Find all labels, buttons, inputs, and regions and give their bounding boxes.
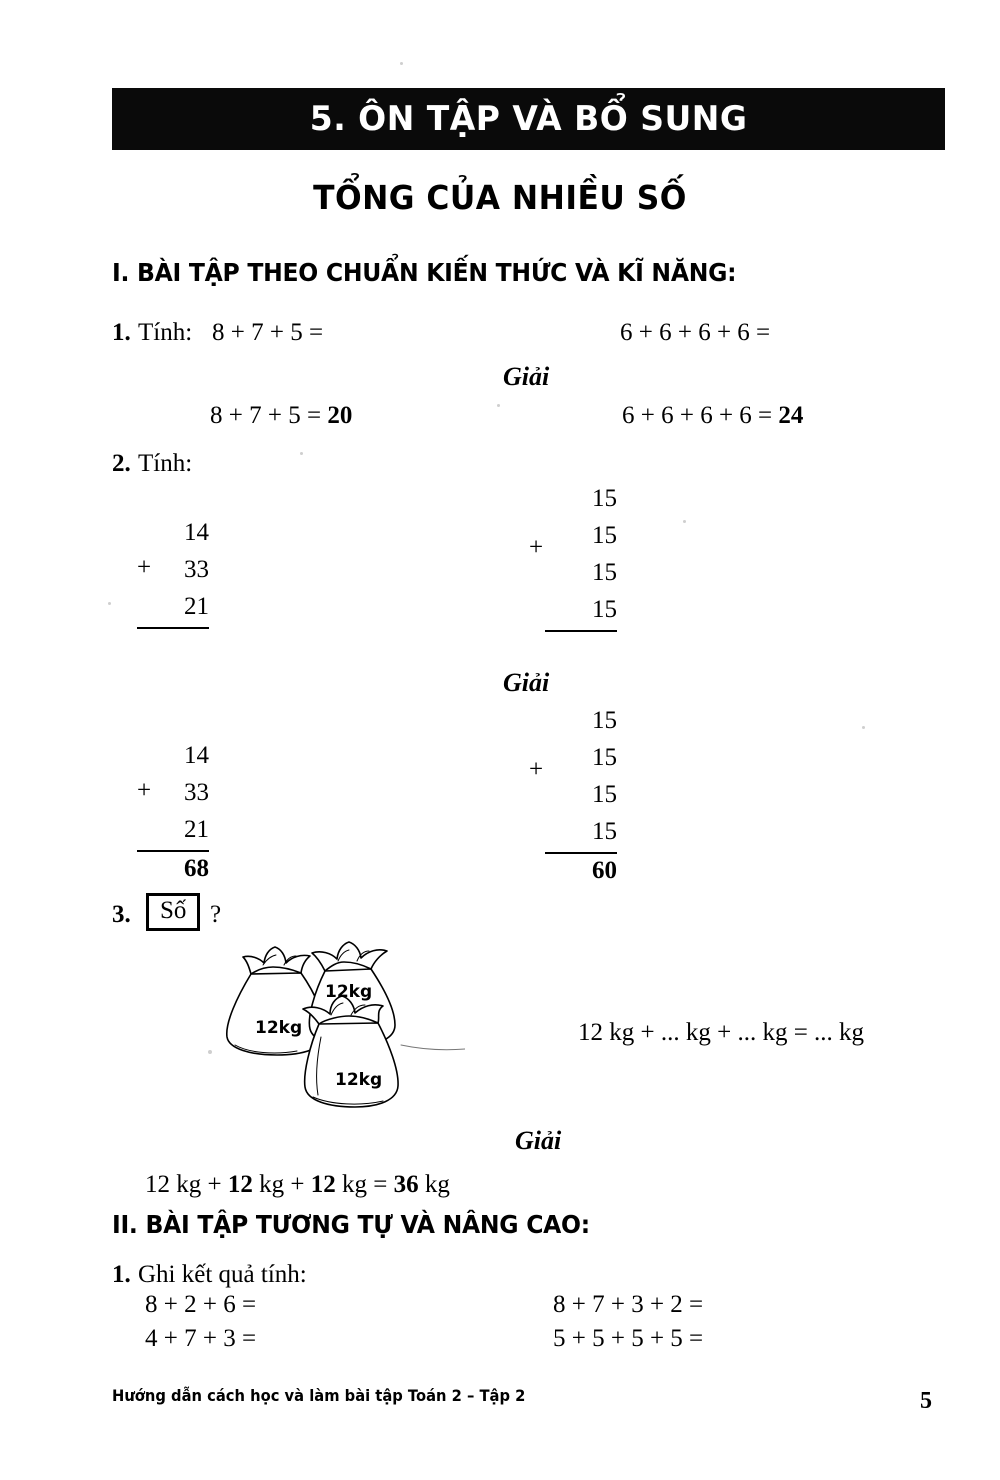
addend: 15	[592, 707, 617, 734]
sack-label-front: 12kg	[335, 1070, 383, 1090]
exercise-2-label: Tính:	[138, 450, 193, 477]
sack-left-tie	[243, 947, 310, 974]
sum-rule	[545, 630, 617, 632]
plus-operator: +	[137, 554, 152, 581]
sack-back-tie	[312, 942, 387, 971]
chapter-title: 5. ÔN TẬP VÀ BỔ SUNG	[309, 99, 748, 139]
exercise-1-number: 1.	[112, 319, 131, 346]
addend: 21	[184, 593, 209, 620]
section-2-exercise-1-row1-col2: 8 + 7 + 3 + 2 =	[553, 1291, 704, 1318]
exercise-3-answer	[145, 1172, 450, 1197]
answer-part: kg +	[170, 1171, 228, 1198]
sack-label-left: 12kg	[255, 1018, 303, 1038]
scan-speckle	[300, 452, 303, 455]
so-box-label: Số	[160, 897, 187, 924]
answer-part: 12	[227, 1171, 253, 1198]
addend: 33	[184, 556, 209, 583]
sack-front-body	[305, 1023, 398, 1107]
section-2-exercise-1-row1-col1: 8 + 2 + 6 =	[145, 1291, 257, 1318]
addend: 15	[592, 818, 617, 845]
addend: 15	[592, 485, 617, 512]
addend: 15	[592, 522, 617, 549]
section-2-exercise-1-row2-col1: 4 + 7 + 3 =	[145, 1325, 257, 1352]
addend: 14	[184, 519, 209, 546]
sum-rule	[137, 627, 209, 629]
sacks-illustration	[215, 925, 465, 1110]
sum-total: 60	[592, 857, 617, 884]
addend: 33	[184, 779, 209, 806]
answer-expression: 6 + 6 + 6 + 6 =	[622, 402, 779, 429]
addend: 15	[592, 781, 617, 808]
so-answer-box[interactable]	[146, 893, 200, 931]
solution-heading-3: Giải	[515, 1126, 562, 1155]
footer-page-number: 5	[920, 1388, 932, 1414]
exercise-2-solution-right	[529, 702, 617, 888]
footer-book-title: Hướng dẫn cách học và làm bài tập Toán 2 – Tập 2	[112, 1386, 526, 1405]
exercise-1-answer-left	[210, 403, 352, 428]
exercise-3-number: 3.	[112, 901, 131, 928]
exercise-1-question-right: 6 + 6 + 6 + 6 =	[620, 319, 771, 346]
exercise-1-answer-right	[622, 403, 803, 428]
answer-part: 12	[310, 1171, 336, 1198]
exercise-3-equation: 12 kg + ... kg + ... kg = ... kg	[578, 1019, 865, 1046]
addend: 15	[592, 744, 617, 771]
section-1-heading: I. BÀI TẬP THEO CHUẨN KIẾN THỨC VÀ KĨ NĂNG:	[112, 258, 737, 287]
exercise-1-label: Tính:	[138, 319, 193, 346]
exercise-2-problem-left	[137, 514, 209, 629]
answer-part: kg =	[335, 1171, 394, 1198]
addend: 14	[184, 742, 209, 769]
section-2-exercise-1-number: 1.	[112, 1261, 131, 1288]
exercise-2-number: 2.	[112, 450, 131, 477]
addend: 21	[184, 816, 209, 843]
scan-speckle	[400, 62, 403, 65]
exercise-2-problem-right	[529, 480, 617, 632]
addend: 15	[592, 559, 617, 586]
addend: 15	[592, 596, 617, 623]
answer-part: 12	[145, 1171, 170, 1198]
chapter-banner	[112, 88, 945, 150]
exercise-3-question-mark: ?	[210, 901, 222, 928]
scan-speckle	[862, 726, 865, 729]
answer-expression: 8 + 7 + 5 =	[210, 402, 328, 429]
scan-speckle	[683, 520, 686, 523]
lesson-title: TỔNG CỦA NHIỀU SỐ	[313, 178, 687, 217]
answer-part: 36	[393, 1171, 419, 1198]
sum-total: 68	[184, 855, 209, 882]
plus-operator: +	[529, 534, 544, 561]
section-2-exercise-1-label: Ghi kết quả tính:	[138, 1261, 307, 1288]
exercise-1-question-left: 8 + 7 + 5 =	[212, 319, 324, 346]
answer-part: kg +	[252, 1171, 311, 1198]
scan-speckle	[497, 404, 500, 407]
answer-result: 24	[778, 402, 804, 429]
plus-operator: +	[529, 756, 544, 783]
section-2-heading: II. BÀI TẬP TƯƠNG TỰ VÀ NÂNG CAO:	[112, 1210, 590, 1239]
sack-label-back: 12kg	[325, 982, 373, 1002]
exercise-2-solution-left	[137, 737, 209, 886]
scan-speckle	[208, 1050, 212, 1054]
solution-heading-2: Giải	[503, 668, 550, 697]
scan-speckle	[108, 602, 111, 605]
answer-result: 20	[327, 402, 353, 429]
solution-heading-1: Giải	[503, 362, 550, 391]
section-2-exercise-1-row2-col2: 5 + 5 + 5 + 5 =	[553, 1325, 704, 1352]
answer-part: kg	[418, 1171, 450, 1198]
plus-operator: +	[137, 777, 152, 804]
